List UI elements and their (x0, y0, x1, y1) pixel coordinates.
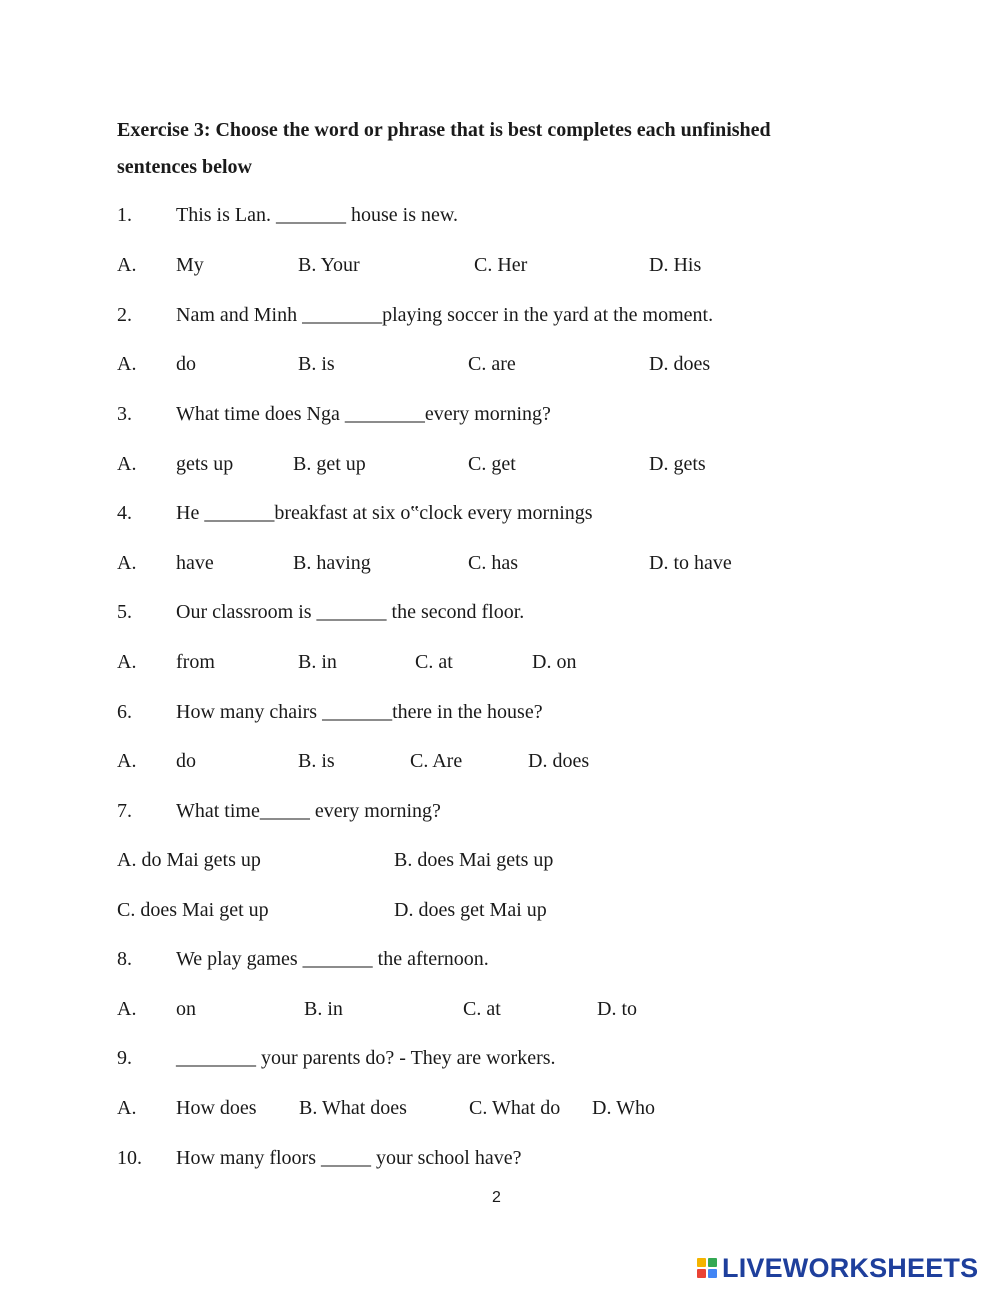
option-d[interactable]: D. does (649, 353, 711, 375)
option-a[interactable]: do (176, 353, 196, 375)
option-a[interactable]: from (176, 651, 215, 673)
question-text: How many floors _____ your school have? (176, 1147, 522, 1169)
page-number: 2 (492, 1189, 501, 1206)
option-c[interactable]: C. What do (469, 1097, 561, 1119)
logo-square (708, 1258, 717, 1267)
exercise-title: Exercise 3: Choose the word or phrase that is best completes each unfinished (117, 119, 771, 141)
option-d[interactable]: D. to (597, 998, 637, 1020)
question-text: What time does Nga ________every morning? (176, 403, 551, 425)
exercise-title-continued: sentences below (117, 156, 252, 178)
question-text: Our classroom is _______ the second floor. (176, 601, 525, 623)
option-c[interactable]: C. does Mai get up (117, 899, 269, 921)
option-c[interactable]: C. at (415, 651, 453, 673)
option-label: A. (117, 453, 137, 475)
option-label: A. (117, 353, 137, 375)
option-b[interactable]: B. in (298, 651, 337, 673)
question-number: 8. (117, 948, 132, 970)
option-a[interactable]: gets up (176, 453, 234, 475)
option-d[interactable]: D. gets (649, 453, 706, 475)
question-number: 5. (117, 601, 132, 623)
option-b[interactable]: B. does Mai gets up (394, 849, 554, 871)
option-label: A. (117, 998, 137, 1020)
option-label: A. (117, 254, 137, 276)
option-a[interactable]: have (176, 552, 214, 574)
option-c[interactable]: C. get (468, 453, 516, 475)
option-label: A. (117, 651, 137, 673)
question-text: We play games _______ the afternoon. (176, 948, 489, 970)
liveworksheets-brand[interactable] (697, 1253, 978, 1283)
question-text: What time_____ every morning? (176, 800, 441, 822)
question-number: 2. (117, 304, 132, 326)
brand-name: LIVEWORKSHEETS (722, 1252, 979, 1283)
question-number: 1. (117, 204, 132, 226)
option-b[interactable]: B. is (298, 750, 335, 772)
option-d[interactable]: D. does get Mai up (394, 899, 547, 921)
option-a[interactable]: on (176, 998, 196, 1020)
option-b[interactable]: B. having (293, 552, 371, 574)
option-c[interactable]: C. at (463, 998, 501, 1020)
option-label: A. (117, 1097, 137, 1119)
question-text: He _______breakfast at six o‟clock every mornings (176, 502, 593, 524)
option-a[interactable]: A. do Mai gets up (117, 849, 261, 871)
option-d[interactable]: D. does (528, 750, 590, 772)
question-number: 3. (117, 403, 132, 425)
option-d[interactable]: D. Who (592, 1097, 655, 1119)
option-a[interactable]: How does (176, 1097, 257, 1119)
option-b[interactable]: B. get up (293, 453, 366, 475)
question-number: 10. (117, 1147, 142, 1169)
option-label: A. (117, 750, 137, 772)
option-b[interactable]: B. Your (298, 254, 360, 276)
question-text: This is Lan. _______ house is new. (176, 204, 459, 226)
question-text: Nam and Minh ________playing soccer in the yard at the moment. (176, 304, 714, 326)
option-d[interactable]: D. His (649, 254, 702, 276)
question-number: 6. (117, 701, 132, 723)
question-text: ________ your parents do? - They are workers. (176, 1047, 556, 1069)
option-c[interactable]: C. has (468, 552, 518, 574)
option-d[interactable]: D. to have (649, 552, 732, 574)
option-b[interactable]: B. is (298, 353, 335, 375)
logo-square (708, 1269, 717, 1278)
option-label: A. (117, 552, 137, 574)
logo-square (697, 1258, 706, 1267)
option-a[interactable]: do (176, 750, 196, 772)
logo-square (697, 1269, 706, 1278)
option-c[interactable]: C. Are (410, 750, 463, 772)
option-c[interactable]: C. Her (474, 254, 528, 276)
question-number: 7. (117, 800, 132, 822)
option-c[interactable]: C. are (468, 353, 516, 375)
question-number: 4. (117, 502, 132, 524)
option-b[interactable]: B. What does (299, 1097, 407, 1119)
liveworksheets-logo-icon (697, 1258, 717, 1278)
question-text: How many chairs _______there in the house? (176, 701, 543, 723)
option-b[interactable]: B. in (304, 998, 343, 1020)
option-a[interactable]: My (176, 254, 204, 276)
question-number: 9. (117, 1047, 132, 1069)
option-d[interactable]: D. on (532, 651, 577, 673)
